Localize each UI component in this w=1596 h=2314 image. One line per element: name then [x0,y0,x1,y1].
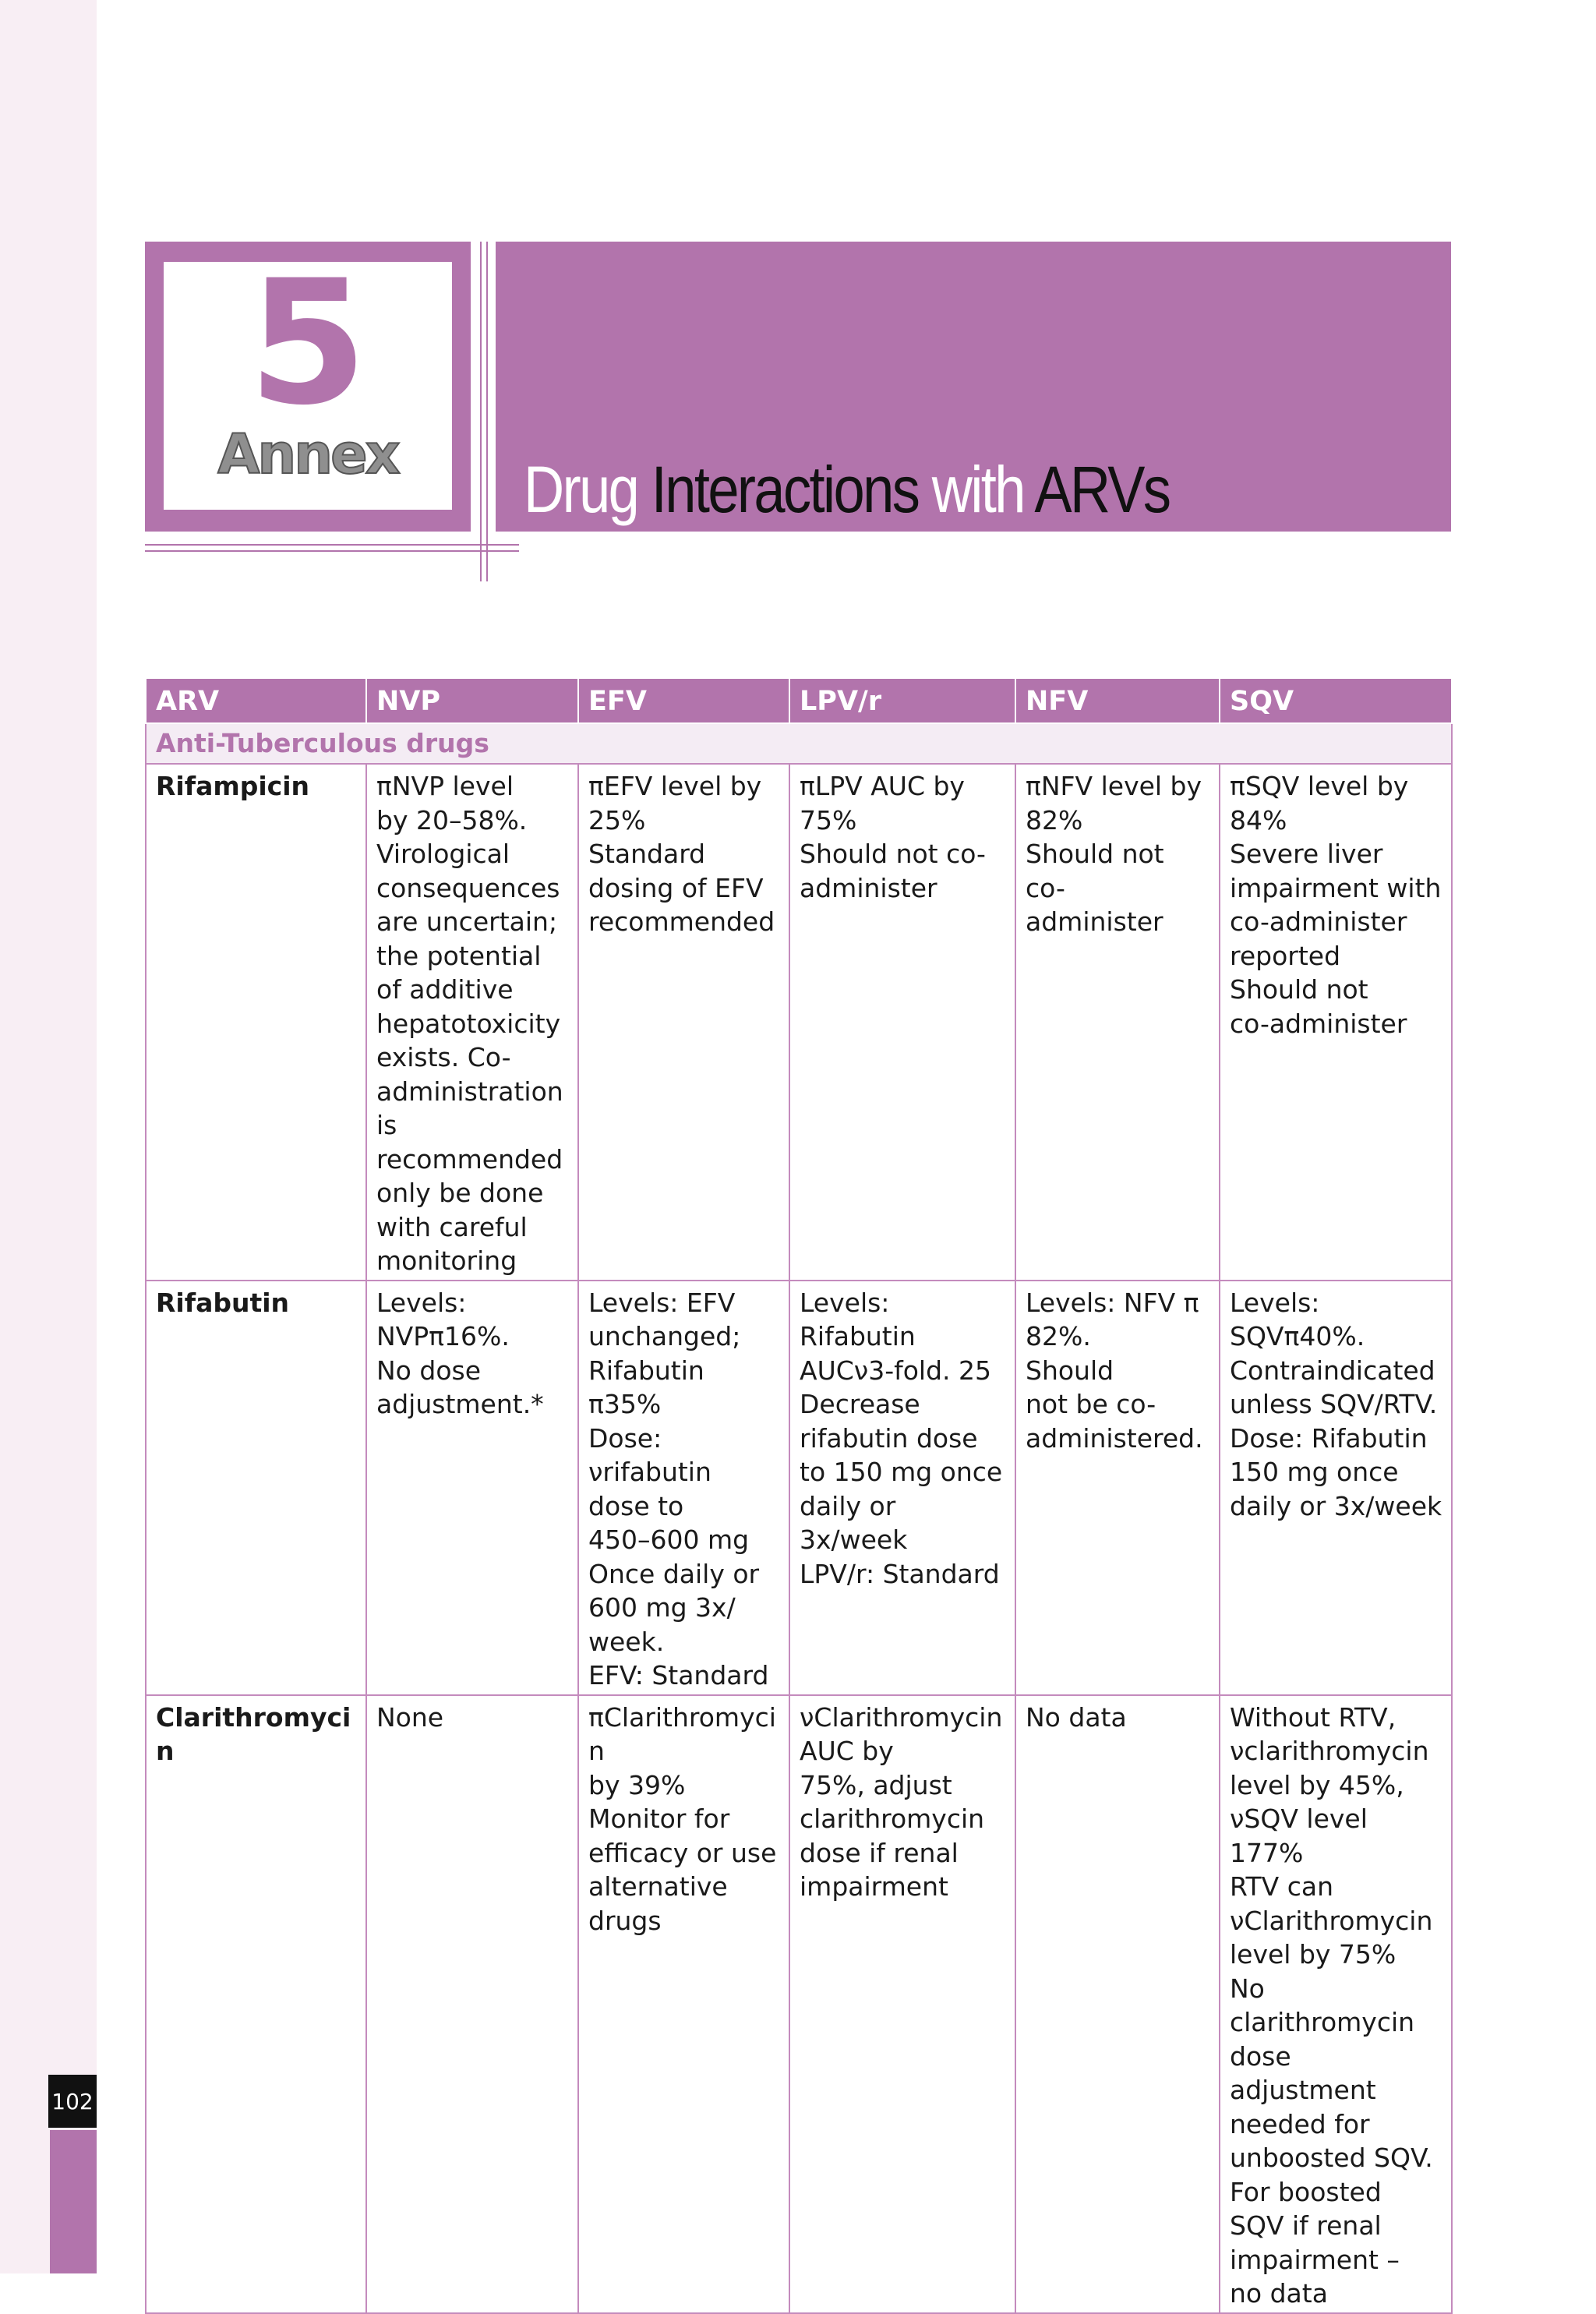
drug-name: Rifampicin [146,764,366,1281]
decorative-rule-vertical [480,242,488,581]
table-cell: Levels: NFV π 82%. Should not be co- administered. [1015,1281,1220,1695]
column-header-lpv-r: LPV/r [789,678,1015,723]
table-cell: Levels: EFV unchanged; Rifabutin π35% Dose: νrifabutin dose to 450–600 mg Once daily or 600 mg 3x/ week. EFV: Standard [578,1281,789,1695]
side-accent-bar [50,2130,97,2273]
table-cell: πNFV level by 82% Should not co- administer [1015,764,1220,1281]
column-header-sqv: SQV [1220,678,1452,723]
table-cell: πNVP level by 20–58%. Virological consequences are uncertain; the potential of additive hepatotoxicity exists. Co- administration is recommended only be done with careful monitoring [366,764,578,1281]
table-cell: νClarithromycin AUC by 75%, adjust clarithromycin dose if renal impairment [789,1695,1015,2313]
table-cell: πSQV level by 84% Severe liver impairment with co-administer reported Should not co-administer [1220,764,1452,1281]
table-row [146,1281,1452,1695]
column-header-arv: ARV [146,678,366,723]
page-title: Drug Interactions with ARVs [524,452,1170,526]
column-header-nvp: NVP [366,678,578,723]
table-cell: Without RTV, νclarithromycin level by 45%, νSQV level 177% RTV can νClarithromycin level by 75% No clarithromycin dose adjustment needed for unboosted SQV. For boosted SQV if renal impairment – no data [1220,1695,1452,2313]
table-row [146,1695,1452,2313]
annex-badge [145,242,471,532]
drug-name: Clarithromycin [146,1695,366,2313]
table-header-row [146,678,1452,723]
table-cell: Levels: SQVπ40%. Contraindicated unless SQV/RTV. Dose: Rifabutin 150 mg once daily or 3x/week [1220,1281,1452,1695]
title-banner [496,242,1451,532]
annex-label: Annex [217,422,398,486]
drug-name: Rifabutin [146,1281,366,1695]
annex-number: 5 [248,243,368,443]
column-header-nfv: NFV [1015,678,1220,723]
table-cell: πClarithromycin by 39% Monitor for efficacy or use alternative drugs [578,1695,789,2313]
decorative-rule-horizontal [145,544,519,552]
table-cell: Levels: NVPπ16%. No dose adjustment.* [366,1281,578,1695]
table-cell: Levels: Rifabutin AUCν3-fold. 25 Decrease rifabutin dose to 150 mg once daily or 3x/week LPV/r: Standard [789,1281,1015,1695]
table-cell: πEFV level by 25% Standard dosing of EFV recommended [578,764,789,1281]
group-row [146,723,1452,764]
page-number: 102 [48,2075,97,2128]
group-label: Anti-Tuberculous drugs [146,723,1452,764]
side-margin-strip [0,0,97,2273]
table-cell: No data [1015,1695,1220,2313]
table-row [146,764,1452,1281]
drug-interaction-table [145,677,1453,2314]
column-header-efv: EFV [578,678,789,723]
table-cell: None [366,1695,578,2313]
table-cell: πLPV AUC by 75% Should not co- administer [789,764,1015,1281]
